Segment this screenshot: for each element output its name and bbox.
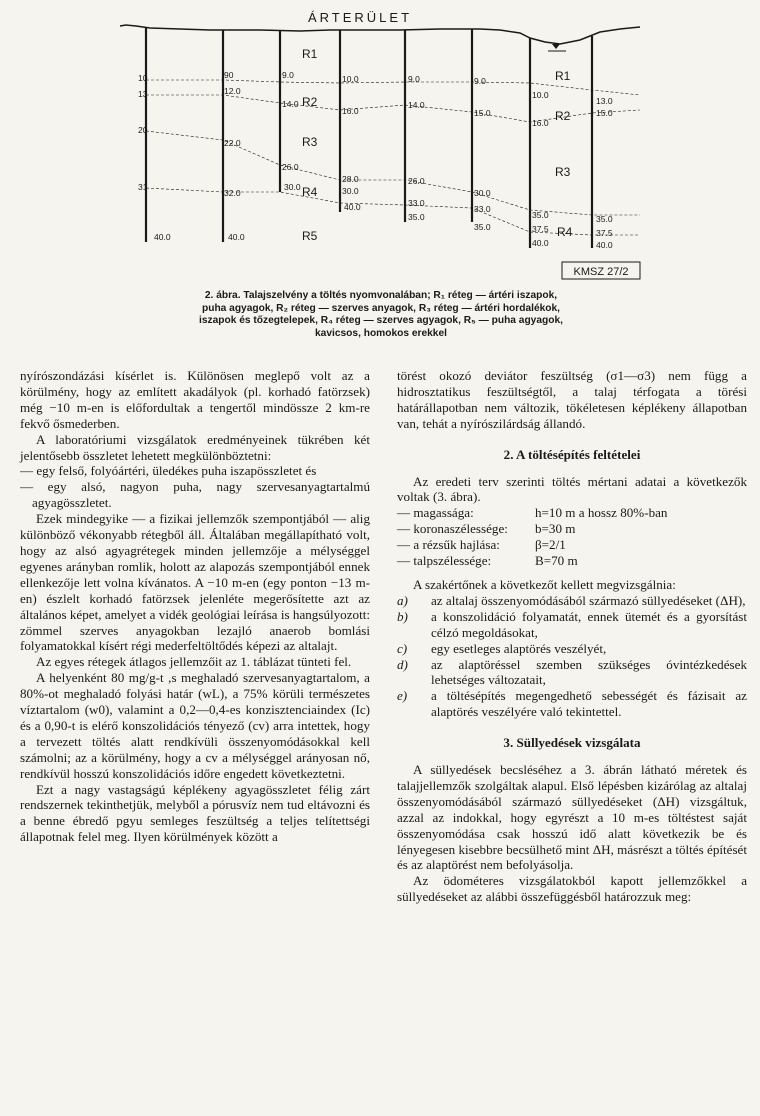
list-marker: c) <box>397 640 408 656</box>
depth-label: 32.0 <box>224 188 241 198</box>
list-text: a töltésépítés megengedhető sebességét és fázisait az alaptörés veszélyére való tekintettel. <box>431 688 747 720</box>
figure-caption: 2. ábra. Talajszelvény a töltés nyomvonalában; R₁ réteg — ártéri iszapok, puha agyagok, R₂ réteg — szerves anyagok, R₃ réteg — ártéri hordalékok, iszapok és tőzegtelepek, R₄ réteg — szerves agyagok, R₅ — puha agyagok, kavicsos, homokos erekkel <box>199 290 563 339</box>
water-level-icon <box>552 44 560 49</box>
layer-label-r5: R5 <box>302 229 318 243</box>
depth-label: 16.0 <box>532 118 549 128</box>
depth-label: 31 <box>138 182 148 192</box>
depth-label: 22.0 <box>224 138 241 148</box>
list-marker: b) <box>397 608 408 624</box>
list-text: a konszolidáció folyamatát, ennek ütemét és a gyorsítást célzó megoldásokat, <box>431 608 747 640</box>
list-text: az altalaj összenyomódásából származó süllyedéseket (ΔH), <box>431 592 746 608</box>
right-column <box>397 368 747 905</box>
layer-label-r1: R1 <box>302 47 318 61</box>
parameter-value: b=30 m <box>535 521 576 537</box>
depth-label: 30.0 <box>284 182 301 192</box>
depth-label: 35.0 <box>532 210 549 220</box>
list-marker: d) <box>397 656 408 672</box>
task-list-item <box>397 609 747 641</box>
depth-label: 40.0 <box>344 202 361 212</box>
layer-boundaries <box>146 80 640 235</box>
depth-label: 28.0 <box>342 174 359 184</box>
section-heading: 2. A töltésépítés feltételei <box>503 446 641 462</box>
section-heading: 3. Süllyedések vizsgálata <box>503 735 641 751</box>
parameter-list <box>397 505 747 569</box>
boreholes <box>146 28 592 248</box>
depth-label: 37.5 <box>532 224 549 234</box>
depth-label: 15.0 <box>474 108 491 118</box>
ground-surface-line <box>120 25 640 44</box>
depth-label: 30.0 <box>342 186 359 196</box>
soil-profile-svg <box>0 0 760 282</box>
depth-label: 10.0 <box>532 90 549 100</box>
depth-label: 40.0 <box>596 240 613 250</box>
depth-label: 9.0 <box>408 74 420 84</box>
paragraph: A süllyedések becsléséhez a 3. ábrán látható méretek és talajjellemzők szolgáltak alapul. Első lépésben kizárólag az altalaj összenyomódásából származó süllyedéseket (ΔH) vizsgáltuk, azzal az indokkal, hogy egyrészt a 10 m-es töltéstest saját összenyomódása csak hosszú idő alatt következik be és lényegesen kisebbre becsülhető mint ΔH, másrészt a töltés építését és az alaptörést nem befolyásolja. <box>397 762 747 873</box>
task-list-item <box>397 688 747 720</box>
depth-label: 15.0 <box>596 108 613 118</box>
depth-label: 30.0 <box>474 188 491 198</box>
list-marker: a) <box>397 592 408 608</box>
depth-label: 35.0 <box>408 212 425 222</box>
parameter-row <box>397 505 747 521</box>
depth-label: 35.0 <box>474 222 491 232</box>
depth-label: 10 <box>138 73 148 83</box>
list-marker: e) <box>397 688 408 704</box>
paragraph: Az eredeti terv szerinti töltés mértani adatai a következők voltak (3. ábra). <box>397 473 747 505</box>
depth-label: 37.5 <box>596 228 613 238</box>
depth-label: 13.0 <box>596 96 613 106</box>
soil-profile-figure <box>0 0 760 282</box>
depth-label: 10.0 <box>342 74 359 84</box>
task-list-item <box>397 641 747 657</box>
depth-labels <box>138 70 613 250</box>
parameter-label: — magassága: <box>397 505 474 521</box>
depth-label: 26.0 <box>282 162 299 172</box>
depth-label: 20 <box>138 125 148 135</box>
parameter-row <box>397 521 747 537</box>
depth-label: 40.0 <box>154 232 171 242</box>
depth-label: 9.0 <box>474 76 486 86</box>
left-column <box>20 368 370 845</box>
depth-label: 14.0 <box>282 99 299 109</box>
task-list <box>397 593 747 720</box>
layer-label-right-r1: R1 <box>555 69 571 83</box>
depth-label: 33.0 <box>408 198 425 208</box>
parameter-label: — koronaszélessége: <box>397 521 508 537</box>
layer-label-right-r4: R4 <box>557 225 573 239</box>
parameter-label: — talpszélessége: <box>397 553 492 569</box>
depth-label: 14.0 <box>408 100 425 110</box>
depth-label: 33.0 <box>474 204 491 214</box>
layer-labels-left <box>302 47 318 243</box>
parameter-row <box>397 537 747 553</box>
depth-label: 26.0 <box>408 176 425 186</box>
paragraph: törést okozó deviátor feszültség (σ1—σ3) nem függ a hidrosztatikus feszültségtől, a talaj térfogata a törési határállapotban nem változik, tökéletesen képlékeny állapotban van, tehát a nyírószilárdság állandó. <box>397 368 747 431</box>
paragraph: A szakértőnek a következőt kellett megvizsgálnia: <box>413 576 676 592</box>
layer-label-right-r3: R3 <box>555 165 571 179</box>
list-text: egy esetleges alaptörés veszélyét, <box>431 640 607 656</box>
paragraph: Ezek mindegyike — a fizikai jellemzők szempontjából — alig különböző vékonyabb rétegből áll. Általában megállapítható volt, hogy az alsó agyagrétegek minden jellemzője a mélységgel egyenes arányban romlik, holott az alapozás szempontjából ennek ellenkezője lett volna kívánatos. A −10 m-en (egy ponton −13 m-en) észlelt korhadó fatörzsek jelenléte megerősítette azt az általános képet, amelyet a vidék geológiai leírása is hangsúlyozott: zömmel szerves anyagokban lezajló anaerob bomlási folyamatokkal kísért régi mederfeltöltődés képezi az altalajt. <box>20 511 370 654</box>
parameter-row <box>397 553 747 569</box>
depth-label: 35.0 <box>596 214 613 224</box>
figure-title: ÁRTERÜLET <box>307 10 413 25</box>
figure-code: KMSZ 27/2 <box>573 266 629 278</box>
depth-label: 40.0 <box>228 232 245 242</box>
list-item: — egy felső, folyóártéri, üledékes puha iszapösszletet és <box>20 463 317 479</box>
layer-label-r2: R2 <box>302 95 318 109</box>
paragraph: Ezt a nagy vastagságú képlékeny agyagösszletet félig zárt rendszernek tekinthetjük, melyből a pórusvíz nem tud eltávozni és a benne ébredő pgyu semleges feszültség a teljes telítettségi állapotnak felel meg. Ilyen körülmények között a <box>20 781 370 845</box>
depth-label: 12.0 <box>224 86 241 96</box>
layer-label-r4: R4 <box>302 185 318 199</box>
layer-label-r3: R3 <box>302 135 318 149</box>
list-text: az alaptöréssel szemben szükséges óvintézkedések lehetséges változatait, <box>431 656 747 688</box>
depth-label: 40.0 <box>532 238 549 248</box>
parameter-value: h=10 m a hossz 80%-ban <box>535 505 668 521</box>
depth-label: 13 <box>138 89 148 99</box>
task-list-item <box>397 657 747 689</box>
paragraph: Az egyes rétegek átlagos jellemzőit az 1. táblázat tünteti fel. <box>36 654 352 670</box>
depth-label: 90 <box>224 70 234 80</box>
task-list-item <box>397 593 747 609</box>
layer-label-right-r2: R2 <box>555 109 571 123</box>
depth-label: 9.0 <box>282 70 294 80</box>
paragraph: nyírószondázási kísérlet is. Különösen meglepő volt az a körülmény, hogy az említett akadályok (pl. korhadó fatörzsek) még −10 m-en is előfordultak a tengertől mindössze 2 km-re fekvő ősmederben. <box>20 368 370 431</box>
list-item: — egy alsó, nagyon puha, nagy szervesanyagtartalmú agyagösszletet. <box>20 479 370 511</box>
parameter-value: β=2/1 <box>535 537 566 553</box>
paragraph: A helyenként 80 mg/g-t ,s meghaladó szervesanyagtartalom, a 80%-ot meghaladó folyási határ (wL), a 75% körüli természetes víztartalom (w0), valamint a 0,2—0,4-es konzisztenciaindex (Ic) és a 0,90-t is elérő konszolidációs tényező (cv) arra intettek, hogy a tervezett töltés alatt rendkívüli összenyomódásokkal kell számolni; az a körülmény, hogy a cv a mélységgel arányosan nő, rendkívül hosszú konszolidációs időre engedett következtetni. <box>20 670 370 781</box>
paragraph: Az ödométeres vizsgálatokból kapott jellemzőkkel a süllyedéseket az alábbi összefüggésből határozzuk meg: <box>397 873 747 905</box>
parameter-value: B=70 m <box>535 553 578 569</box>
paragraph: A laboratóriumi vizsgálatok eredményeinek tükrében két jelentősebb összletet lehetett megkülönböztetni: <box>20 431 370 463</box>
parameter-label: — a rézsűk hajlása: <box>397 537 500 553</box>
depth-label: 16.0 <box>342 106 359 116</box>
